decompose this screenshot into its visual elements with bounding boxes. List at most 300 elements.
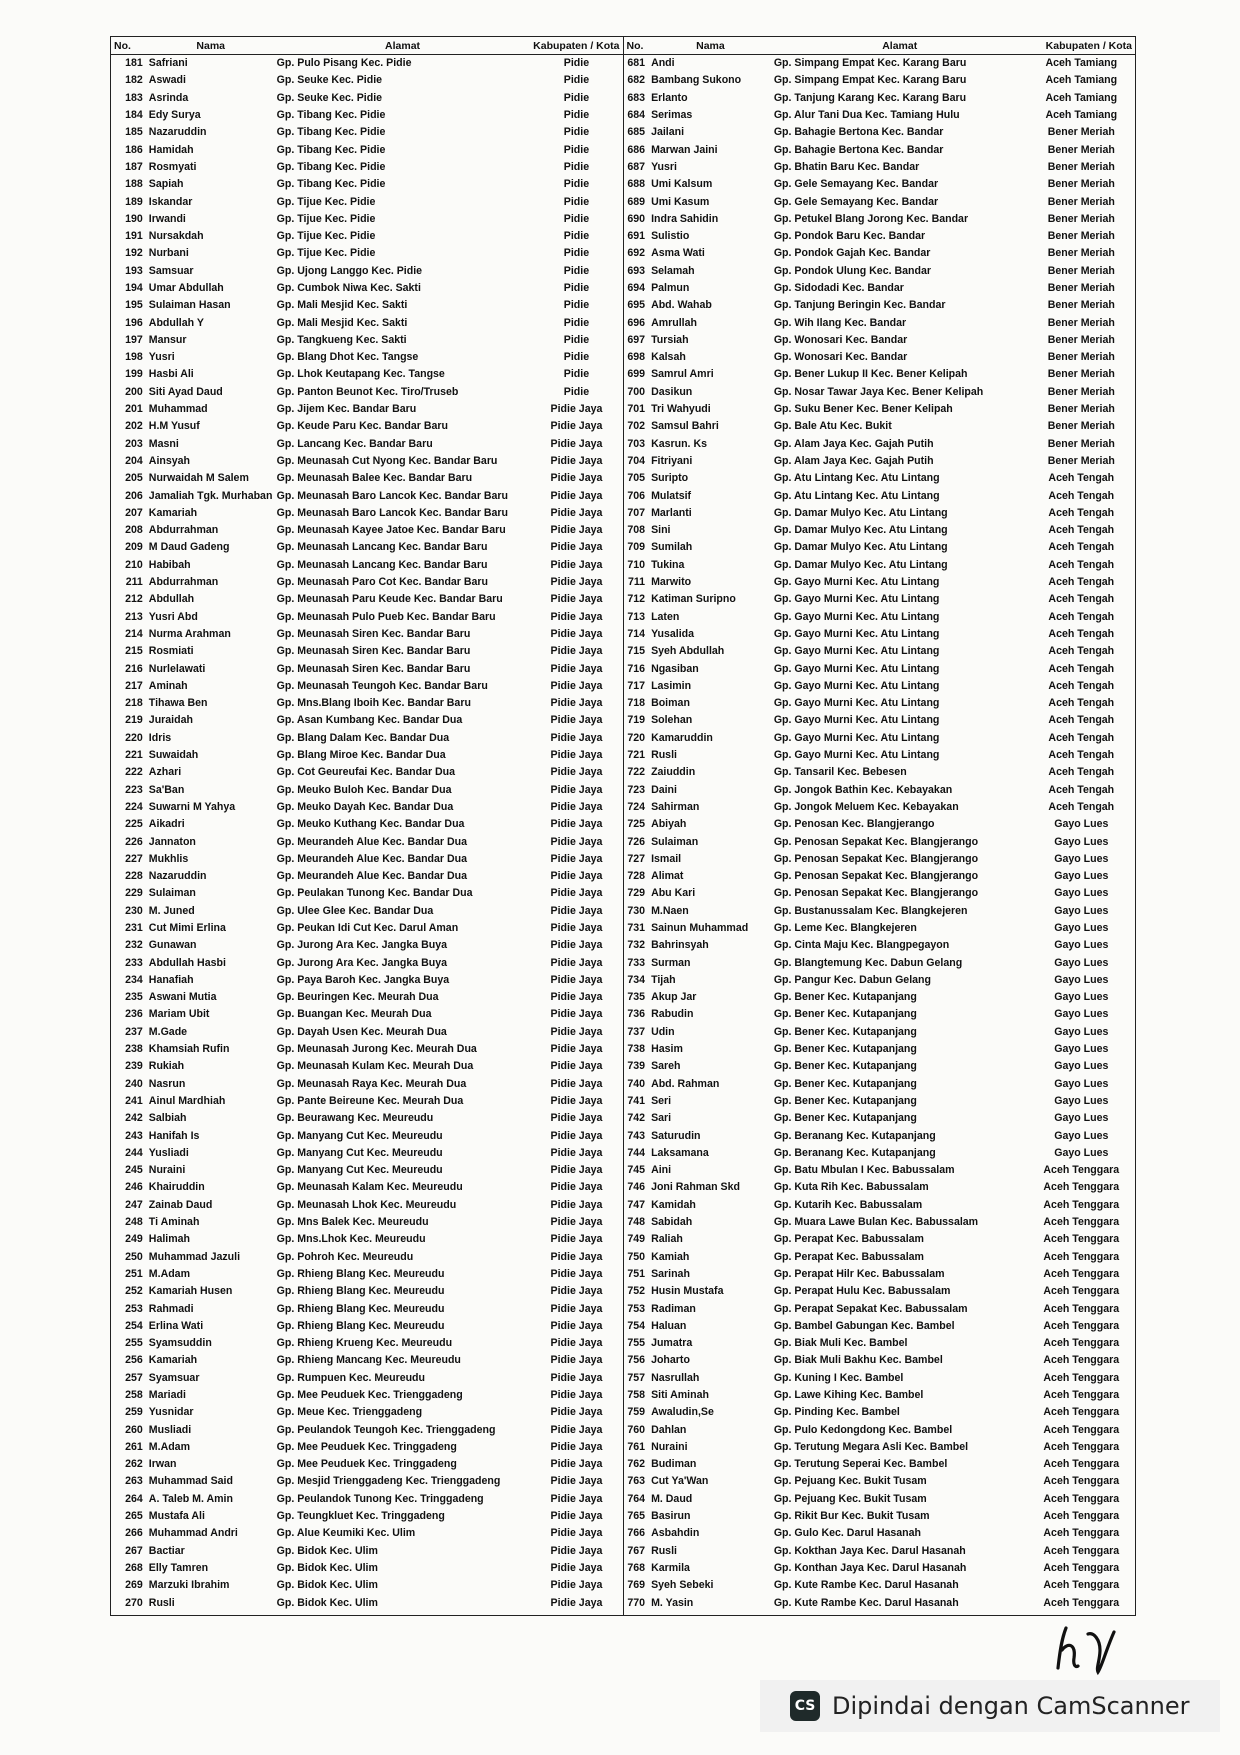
cell-no: 192 xyxy=(125,247,143,260)
cell-alamat: Gp. Paya Baroh Kec. Jangka Buya xyxy=(276,973,450,986)
cell-alamat: Gp. Pante Beireune Kec. Meurah Dua xyxy=(276,1094,464,1107)
cell-nama: Sareh xyxy=(651,1060,681,1073)
table-row xyxy=(624,799,1136,816)
cell-alamat: Gp. Cumbok Niwa Kec. Sakti xyxy=(276,282,421,294)
cell-nama: Saturudin xyxy=(651,1129,701,1142)
cell-nama: Tijah xyxy=(651,973,676,986)
cell-no: 213 xyxy=(125,610,143,623)
cell-kabupaten: Pidie xyxy=(563,247,590,260)
table-header-row xyxy=(111,37,623,55)
cell-alamat: Gp. Meurandeh Alue Kec. Bandar Dua xyxy=(276,835,468,848)
cell-nama: Laksamana xyxy=(651,1146,709,1159)
cell-alamat: Gp. Tanjung Karang Kec. Karang Baru xyxy=(773,91,967,104)
table-row xyxy=(111,1162,623,1179)
cell-nama: Sari xyxy=(651,1112,672,1125)
cell-kabupaten: Gayo Lues xyxy=(1054,921,1109,934)
cell-no: 695 xyxy=(627,299,646,312)
table-row xyxy=(111,1024,623,1041)
cell-kabupaten: Pidie xyxy=(563,282,590,294)
cell-alamat: Gp. Mee Peuduek Kec. Tringgadeng xyxy=(276,1458,457,1471)
cell-alamat: Gp. Pohroh Kec. Meureudu xyxy=(276,1250,414,1263)
cell-no: 726 xyxy=(627,835,646,848)
table-row xyxy=(111,418,623,435)
cell-no: 731 xyxy=(627,921,646,934)
cell-no: 237 xyxy=(125,1025,143,1038)
cell-alamat: Gp. Meunasah Siren Kec. Bandar Baru xyxy=(276,662,471,675)
cell-alamat: Gp. Atu Lintang Kec. Atu Lintang xyxy=(773,489,940,502)
cell-kabupaten: Pidie Jaya xyxy=(550,1354,603,1367)
cell-nama: Andi xyxy=(651,57,675,70)
cell-nama: Juraidah xyxy=(148,714,193,727)
table-row xyxy=(111,263,623,280)
cell-nama: Nasrullah xyxy=(651,1371,700,1384)
cell-nama: Kasrun. Ks xyxy=(651,437,707,450)
cell-alamat: Gp. Konthan Jaya Kec. Darul Hasanah xyxy=(773,1561,967,1574)
table-row xyxy=(624,1421,1136,1438)
table-row xyxy=(624,107,1136,124)
cell-nama: Masni xyxy=(148,437,179,450)
cell-kabupaten: Pidie Jaya xyxy=(550,1561,603,1574)
cell-kabupaten: Aceh Tenggara xyxy=(1043,1389,1120,1401)
cell-kabupaten: Pidie Jaya xyxy=(550,1371,603,1384)
cell-nama: Joni Rahman Skd xyxy=(651,1181,740,1194)
table-row xyxy=(624,193,1136,210)
cell-kabupaten: Pidie Jaya xyxy=(550,1043,603,1056)
table-row xyxy=(624,1127,1136,1144)
cell-kabupaten: Aceh Tenggara xyxy=(1043,1440,1120,1453)
cell-alamat: Gp. Tijue Kec. Pidie xyxy=(276,195,376,208)
table-row xyxy=(111,747,623,764)
cell-no: 209 xyxy=(125,541,143,554)
cell-no: 710 xyxy=(627,558,646,571)
cell-nama: Alimat xyxy=(651,870,684,883)
cell-alamat: Gp. Panton Beunot Kec. Tiro/Truseb xyxy=(276,385,459,398)
table-row xyxy=(111,1491,623,1508)
cell-nama: Abdurrahman xyxy=(148,576,219,589)
table-row xyxy=(111,1387,623,1404)
cell-no: 696 xyxy=(627,316,646,329)
table-row xyxy=(624,1076,1136,1093)
table-row xyxy=(624,1335,1136,1352)
cell-no: 720 xyxy=(627,731,646,744)
table-row xyxy=(624,176,1136,193)
table-row xyxy=(111,1560,623,1577)
cell-alamat: Gp. Leme Kec. Blangkejeren xyxy=(773,921,917,934)
cell-kabupaten: Pidie Jaya xyxy=(550,1337,603,1350)
cell-alamat: Gp. Blang Dalam Kec. Bandar Dua xyxy=(276,731,450,744)
cell-alamat: Gp. Wonosari Kec. Bandar xyxy=(773,333,908,346)
table-row xyxy=(624,280,1136,297)
cell-alamat: Gp. Pinding Kec. Bambel xyxy=(773,1406,900,1419)
cell-nama: Nurwaidah M Salem xyxy=(148,472,249,485)
cell-alamat: Gp. Ujong Langgo Kec. Pidie xyxy=(276,264,423,277)
table-row xyxy=(111,1370,623,1387)
table-row xyxy=(624,1543,1136,1560)
cell-no: 759 xyxy=(627,1406,646,1419)
cell-no: 747 xyxy=(627,1198,646,1211)
cell-no: 191 xyxy=(125,230,143,243)
header-alamat: Alamat xyxy=(275,37,531,55)
table-row xyxy=(624,124,1136,141)
cell-alamat: Gp. Bidok Kec. Ulim xyxy=(276,1561,378,1574)
cell-alamat: Gp. Meunasah Lancang Kec. Bandar Baru xyxy=(276,541,488,554)
cell-no: 694 xyxy=(627,282,646,294)
header-nama: Nama xyxy=(649,37,772,55)
cell-no: 712 xyxy=(627,593,646,606)
cell-nama: Aminah xyxy=(148,679,188,692)
cell-kabupaten: Aceh Tenggara xyxy=(1043,1596,1120,1609)
cell-no: 220 xyxy=(125,731,143,744)
cell-alamat: Gp. Mns Balek Kec. Meureudu xyxy=(276,1216,429,1229)
cell-no: 708 xyxy=(627,524,646,537)
cell-no: 259 xyxy=(125,1406,143,1419)
cell-nama: Cut Ya'Wan xyxy=(651,1475,709,1488)
cell-kabupaten: Aceh Tenggara xyxy=(1043,1510,1120,1523)
cell-no: 214 xyxy=(125,627,143,640)
table-row xyxy=(624,1318,1136,1335)
cell-no: 681 xyxy=(627,57,646,70)
cell-kabupaten: Pidie Jaya xyxy=(550,991,603,1004)
table-row xyxy=(624,591,1136,608)
cell-kabupaten: Aceh Tenggara xyxy=(1043,1233,1120,1246)
cell-alamat: Gp. Suku Bener Kec. Bener Kelipah xyxy=(773,403,953,416)
table-row xyxy=(624,1231,1136,1248)
cell-kabupaten: Pidie Jaya xyxy=(550,524,603,537)
cell-kabupaten: Aceh Tamiang xyxy=(1045,91,1118,104)
cell-alamat: Gp. Tibang Kec. Pidie xyxy=(276,143,386,156)
cell-nama: Nuraini xyxy=(148,1164,186,1177)
cell-no: 699 xyxy=(627,368,646,381)
cell-nama: Lasimin xyxy=(651,679,692,692)
cell-alamat: Gp. Tijue Kec. Pidie xyxy=(276,247,376,260)
cell-kabupaten: Aceh Tengah xyxy=(1048,593,1115,606)
cell-alamat: Gp. Meunasah Siren Kec. Bandar Baru xyxy=(276,627,471,640)
cell-no: 257 xyxy=(125,1371,143,1384)
cell-alamat: Gp. Tangkueng Kec. Sakti xyxy=(276,333,407,346)
cell-kabupaten: Pidie xyxy=(563,178,590,191)
cell-nama: Aswani Mutia xyxy=(148,991,217,1004)
cell-alamat: Gp. Perapat Kec. Babussalam xyxy=(773,1233,924,1246)
table-row xyxy=(111,937,623,954)
cell-no: 253 xyxy=(125,1302,143,1315)
cell-kabupaten: Gayo Lues xyxy=(1054,1146,1109,1159)
cell-kabupaten: Pidie Jaya xyxy=(550,870,603,883)
cell-nama: Erlanto xyxy=(651,91,688,104)
cell-nama: Sarinah xyxy=(651,1267,690,1280)
cell-no: 241 xyxy=(125,1094,143,1107)
cell-kabupaten: Aceh Tenggara xyxy=(1043,1561,1120,1574)
cell-alamat: Gp. Meunasah Pulo Pueb Kec. Bandar Baru xyxy=(276,610,496,623)
cell-kabupaten: Pidie Jaya xyxy=(550,1492,603,1505)
cell-kabupaten: Aceh Tamiang xyxy=(1045,74,1118,87)
cell-no: 234 xyxy=(125,973,143,986)
cell-alamat: Gp. Meunasah Baro Lancok Kec. Bandar Baru xyxy=(276,506,509,519)
cell-nama: Radiman xyxy=(651,1302,696,1315)
table-left-half xyxy=(111,37,623,1615)
cell-alamat: Gp. Beranang Kec. Kutapanjang xyxy=(773,1146,936,1159)
cell-kabupaten: Gayo Lues xyxy=(1054,973,1109,986)
cell-nama: Rusli xyxy=(148,1596,175,1609)
table-row xyxy=(624,626,1136,643)
cell-kabupaten: Pidie Jaya xyxy=(550,1060,603,1073)
cell-kabupaten: Aceh Tengah xyxy=(1048,489,1115,502)
table-row xyxy=(624,1041,1136,1058)
cell-nama: Syeh Sebeki xyxy=(651,1579,714,1592)
cell-no: 723 xyxy=(627,783,646,796)
cell-alamat: Gp. Mee Peuduek Kec. Trienggadeng xyxy=(276,1389,463,1401)
cell-kabupaten: Pidie xyxy=(563,385,590,398)
cell-alamat: Gp. Simpang Empat Kec. Karang Baru xyxy=(773,57,967,70)
cell-nama: Nazaruddin xyxy=(148,126,207,139)
cell-nama: Sulistio xyxy=(651,230,690,243)
cell-nama: Suripto xyxy=(651,472,689,485)
cell-no: 739 xyxy=(627,1060,646,1073)
cell-nama: Rabudin xyxy=(651,1008,694,1021)
table-row xyxy=(624,885,1136,902)
table-row xyxy=(624,418,1136,435)
table-row xyxy=(624,470,1136,487)
cell-alamat: Gp. Batu Mbulan I Kec. Babussalam xyxy=(773,1164,955,1177)
cell-nama: Irwan xyxy=(148,1458,177,1471)
cell-nama: M. Daud xyxy=(651,1492,693,1505)
cell-alamat: Gp. Jongok Bathin Kec. Kebayakan xyxy=(773,783,953,796)
table-row xyxy=(624,141,1136,158)
cell-nama: Solehan xyxy=(651,714,693,727)
cell-no: 258 xyxy=(125,1389,143,1401)
cell-no: 231 xyxy=(125,921,143,934)
cell-nama: Kamaruddin xyxy=(651,731,713,744)
cell-kabupaten: Pidie Jaya xyxy=(550,800,603,813)
cell-nama: Ismail xyxy=(651,852,682,865)
cell-no: 765 xyxy=(627,1510,646,1523)
cell-no: 752 xyxy=(627,1285,646,1298)
table-row xyxy=(624,211,1136,228)
cell-nama: Kamiah xyxy=(651,1250,690,1263)
cell-alamat: Gp. Alam Jaya Kec. Gajah Putih xyxy=(773,454,934,467)
cell-no: 709 xyxy=(627,541,646,554)
cell-kabupaten: Pidie Jaya xyxy=(550,627,603,640)
cell-kabupaten: Pidie Jaya xyxy=(550,576,603,589)
cell-no: 749 xyxy=(627,1233,646,1246)
table-row xyxy=(111,55,623,73)
table-row xyxy=(111,487,623,504)
cell-nama: Samsuar xyxy=(148,264,194,277)
table-row xyxy=(624,159,1136,176)
cell-alamat: Gp. Mesjid Trienggadeng Kec. Trienggadeng xyxy=(276,1475,501,1488)
cell-no: 247 xyxy=(125,1198,143,1211)
cell-nama: Tri Wahyudi xyxy=(651,403,711,416)
table-row xyxy=(111,1058,623,1075)
table-row xyxy=(624,1525,1136,1542)
cell-alamat: Gp. Muara Lawe Bulan Kec. Babussalam xyxy=(773,1216,979,1229)
cell-no: 725 xyxy=(627,818,646,831)
cell-kabupaten: Pidie Jaya xyxy=(550,921,603,934)
cell-no: 226 xyxy=(125,835,143,848)
cell-kabupaten: Pidie xyxy=(563,143,590,156)
cell-no: 208 xyxy=(125,524,143,537)
cell-kabupaten: Gayo Lues xyxy=(1054,939,1109,952)
cell-nama: Yusliadi xyxy=(148,1146,189,1159)
cell-nama: Mariam Ubit xyxy=(148,1008,210,1021)
cell-kabupaten: Aceh Tenggara xyxy=(1043,1319,1120,1332)
cell-no: 764 xyxy=(627,1492,646,1505)
cell-nama: Dasikun xyxy=(651,385,693,398)
cell-alamat: Gp. Manyang Cut Kec. Meureudu xyxy=(276,1146,443,1159)
cell-no: 189 xyxy=(125,195,143,208)
cell-kabupaten: Gayo Lues xyxy=(1054,852,1109,865)
cell-alamat: Gp. Jongok Meluem Kec. Kebayakan xyxy=(773,800,959,813)
cell-no: 760 xyxy=(627,1423,646,1436)
cell-kabupaten: Pidie Jaya xyxy=(550,714,603,727)
cell-alamat: Gp. Gayo Murni Kec. Atu Lintang xyxy=(773,749,940,762)
cell-no: 769 xyxy=(627,1579,646,1592)
cell-alamat: Gp. Beranang Kec. Kutapanjang xyxy=(773,1129,936,1142)
cell-no: 748 xyxy=(627,1216,646,1229)
cell-no: 269 xyxy=(125,1579,143,1592)
cell-alamat: Gp. Pejuang Kec. Bukit Tusam xyxy=(773,1492,927,1505)
cell-nama: Erlina Wati xyxy=(148,1319,204,1332)
cell-alamat: Gp. Simpang Empat Kec. Karang Baru xyxy=(773,74,967,87)
cell-alamat: Gp. Meue Kec. Trienggadeng xyxy=(276,1406,423,1419)
cell-alamat: Gp. Cot Geureufai Kec. Bandar Dua xyxy=(276,766,456,779)
cell-no: 227 xyxy=(125,852,143,865)
table-row xyxy=(624,1162,1136,1179)
cell-no: 686 xyxy=(627,143,646,156)
cell-nama: Ti Aminah xyxy=(148,1216,200,1229)
cell-alamat: Gp. Tijue Kec. Pidie xyxy=(276,230,376,243)
cell-alamat: Gp. Rhieng Krueng Kec. Meureudu xyxy=(276,1337,453,1350)
cell-nama: M Daud Gadeng xyxy=(148,541,230,554)
cell-kabupaten: Gayo Lues xyxy=(1054,870,1109,883)
table-row xyxy=(111,90,623,107)
cell-no: 251 xyxy=(125,1267,143,1280)
table-row xyxy=(624,245,1136,262)
cell-alamat: Gp. Pangur Kec. Dabun Gelang xyxy=(773,973,931,986)
table-row xyxy=(111,954,623,971)
table-row xyxy=(111,903,623,920)
cell-nama: Fitriyani xyxy=(651,454,693,467)
cell-nama: Rukiah xyxy=(148,1060,185,1073)
table-row xyxy=(624,764,1136,781)
cell-no: 702 xyxy=(627,420,646,433)
cell-nama: Sini xyxy=(651,524,671,537)
cell-alamat: Gp. Meurandeh Alue Kec. Bandar Dua xyxy=(276,870,468,883)
cell-no: 182 xyxy=(125,74,143,87)
cell-kabupaten: Bener Meriah xyxy=(1047,437,1115,450)
cell-nama: Zainab Daud xyxy=(148,1198,213,1211)
cell-nama: Palmun xyxy=(651,282,690,294)
cell-kabupaten: Aceh Tenggara xyxy=(1043,1267,1120,1280)
table-row xyxy=(624,574,1136,591)
cell-no: 683 xyxy=(627,91,646,104)
cell-alamat: Gp. Mee Peuduek Kec. Tringgadeng xyxy=(276,1440,457,1453)
cell-nama: Amrullah xyxy=(651,316,697,329)
cell-kabupaten: Pidie xyxy=(563,109,590,122)
cell-alamat: Gp. Pondok Gajah Kec. Bandar xyxy=(773,247,931,260)
cell-kabupaten: Pidie Jaya xyxy=(550,939,603,952)
cell-no: 268 xyxy=(125,1561,143,1574)
cell-kabupaten: Pidie Jaya xyxy=(550,1146,603,1159)
table-row xyxy=(111,1231,623,1248)
cell-alamat: Gp. Gayo Murni Kec. Atu Lintang xyxy=(773,627,940,640)
table-row xyxy=(111,539,623,556)
cell-kabupaten: Bener Meriah xyxy=(1047,247,1115,260)
cell-kabupaten: Gayo Lues xyxy=(1054,1129,1109,1142)
cell-alamat: Gp. Seuke Kec. Pidie xyxy=(276,91,383,104)
cell-nama: Jannaton xyxy=(148,835,196,848)
cell-kabupaten: Pidie xyxy=(563,299,590,312)
table-row xyxy=(111,314,623,331)
cell-alamat: Gp. Petukel Blang Jorong Kec. Bandar xyxy=(773,212,969,225)
cell-no: 184 xyxy=(125,109,143,122)
table-row xyxy=(111,1421,623,1438)
cell-kabupaten: Pidie Jaya xyxy=(550,1129,603,1142)
cell-alamat: Gp. Damar Mulyo Kec. Atu Lintang xyxy=(773,524,948,537)
cell-nama: Sabidah xyxy=(651,1216,693,1229)
cell-no: 718 xyxy=(627,697,646,710)
table-right-half xyxy=(623,37,1136,1615)
cell-alamat: Gp. Peukan Idi Cut Kec. Darul Aman xyxy=(276,921,459,934)
cell-alamat: Gp. Alur Tani Dua Kec. Tamiang Hulu xyxy=(773,109,960,122)
cell-kabupaten: Pidie Jaya xyxy=(550,1475,603,1488)
cell-nama: Syamsuddin xyxy=(148,1337,212,1350)
cell-nama: Muhammad Andri xyxy=(148,1527,238,1540)
cell-kabupaten: Pidie Jaya xyxy=(550,852,603,865)
cell-alamat: Gp. Gayo Murni Kec. Atu Lintang xyxy=(773,576,940,589)
cell-kabupaten: Bener Meriah xyxy=(1047,385,1115,398)
cell-no: 233 xyxy=(125,956,143,969)
cell-alamat: Gp. Gayo Murni Kec. Atu Lintang xyxy=(773,697,940,710)
cell-no: 254 xyxy=(125,1319,143,1332)
cell-nama: Iskandar xyxy=(148,195,193,208)
cell-kabupaten: Pidie Jaya xyxy=(550,437,603,450)
cell-kabupaten: Pidie Jaya xyxy=(550,1025,603,1038)
table-row xyxy=(111,1041,623,1058)
cell-no: 230 xyxy=(125,904,143,917)
cell-alamat: Gp. Lawe Kihing Kec. Bambel xyxy=(773,1389,924,1401)
table-row xyxy=(624,1214,1136,1231)
cell-alamat: Gp. Kuning I Kec. Bambel xyxy=(773,1371,904,1384)
table-row xyxy=(111,159,623,176)
cell-alamat: Gp. Pondok Baru Kec. Bandar xyxy=(773,230,926,243)
cell-alamat: Gp. Peulakan Tunong Kec. Bandar Dua xyxy=(276,887,473,900)
cell-kabupaten: Gayo Lues xyxy=(1054,818,1109,831)
cell-kabupaten: Aceh Tenggara xyxy=(1043,1302,1120,1315)
cell-nama: Umar Abdullah xyxy=(148,282,224,294)
cell-alamat: Gp. Meuko Dayah Kec. Bandar Dua xyxy=(276,800,454,813)
table-row xyxy=(111,764,623,781)
cell-no: 260 xyxy=(125,1423,143,1436)
cell-alamat: Gp. Terutung Megara Asli Kec. Bambel xyxy=(773,1440,969,1453)
cell-nama: Abdullah xyxy=(148,593,195,606)
cell-no: 263 xyxy=(125,1475,143,1488)
cell-kabupaten: Bener Meriah xyxy=(1047,333,1115,346)
table-row xyxy=(111,557,623,574)
table-row xyxy=(624,1266,1136,1283)
cell-no: 193 xyxy=(125,264,143,277)
cell-no: 756 xyxy=(627,1354,646,1367)
table-row xyxy=(624,1404,1136,1421)
cell-no: 728 xyxy=(627,870,646,883)
cell-kabupaten: Pidie Jaya xyxy=(550,1077,603,1090)
table-row xyxy=(111,799,623,816)
cell-nama: Sulaiman xyxy=(651,835,699,848)
cell-alamat: Gp. Ulee Glee Kec. Bandar Dua xyxy=(276,904,434,917)
table-row xyxy=(624,816,1136,833)
table-row xyxy=(111,107,623,124)
cell-kabupaten: Pidie Jaya xyxy=(550,1319,603,1332)
cell-kabupaten: Pidie xyxy=(563,333,590,346)
